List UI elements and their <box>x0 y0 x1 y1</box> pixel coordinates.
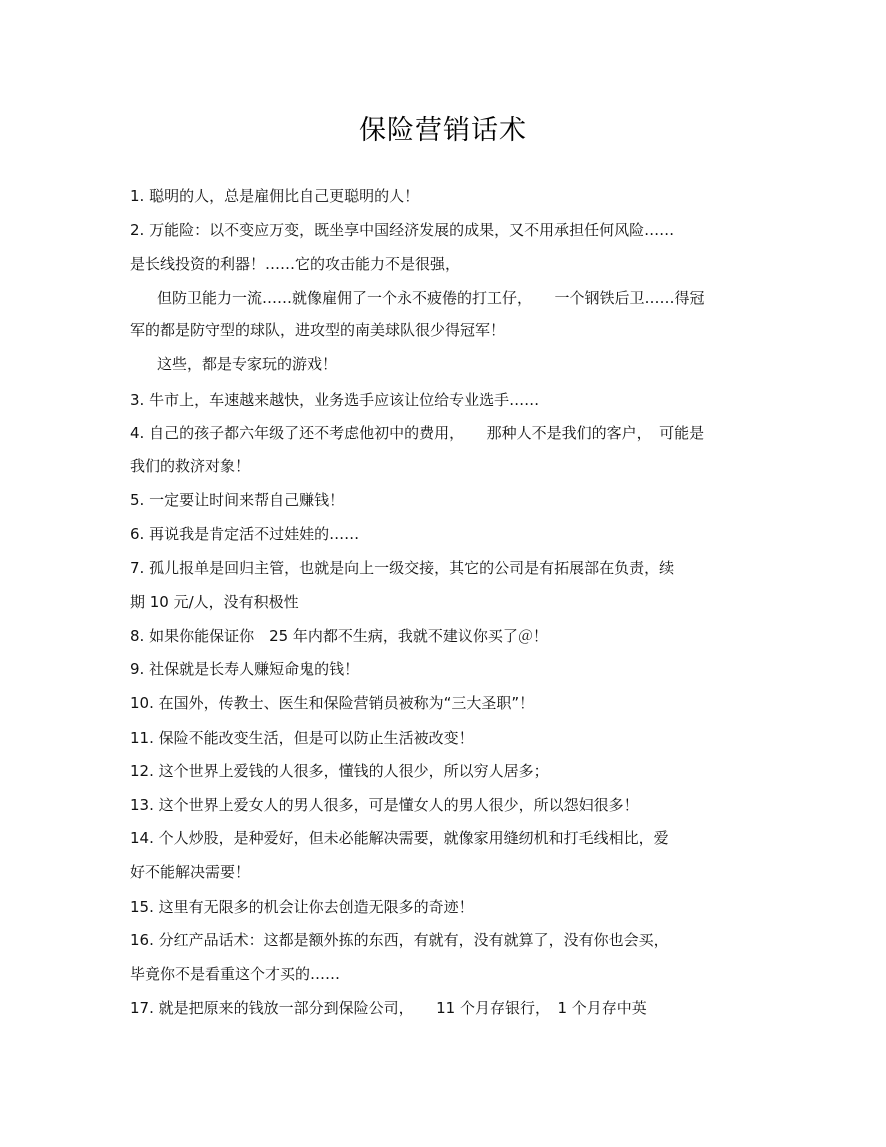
text-line: 17. 就是把原来的钱放一部分到保险公司， 11 个月存银行， 1 个月存中英 <box>130 999 647 1017</box>
text-line: 毕竟你不是看重这个才买的…… <box>130 965 341 983</box>
document-title: 保险营销话术 <box>359 115 527 146</box>
text-line: 14. 个人炒股，是种爱好，但未必能解决需要，就像家用缝纫机和打毛线相比，爱 <box>130 829 669 847</box>
text-line: 期 10 元/人，没有积极性 <box>130 593 299 611</box>
text-line: 12. 这个世界上爱钱的人很多，懂钱的人很少，所以穷人居多； <box>130 762 549 780</box>
text-line: 15. 这里有无限多的机会让你去创造无限多的奇迹！ <box>130 898 474 916</box>
text-line: 13. 这个世界上爱女人的男人很多，可是懂女人的男人很少，所以怨妇很多！ <box>130 796 639 814</box>
text-line: 但防卫能力一流……就像雇佣了一个永不疲倦的打工仔， 一个钢铁后卫……得冠 <box>157 289 705 307</box>
text-line: 4. 自己的孩子都六年级了还不考虑他初中的费用， 那种人不是我们的客户， 可能是 <box>130 424 705 442</box>
text-line: 3. 牛市上，车速越来越快，业务选手应该让位给专业选手…… <box>130 391 540 409</box>
text-line: 1. 聪明的人，总是雇佣比自己更聪明的人！ <box>130 187 420 205</box>
text-line: 8. 如果你能保证你 25 年内都不生病，我就不建议你买了＠！ <box>130 627 548 645</box>
text-line: 7. 孤儿报单是回归主管，也就是向上一级交接，其它的公司是有拓展部在负责，续 <box>130 559 675 577</box>
text-line: 这些，都是专家玩的游戏！ <box>157 355 338 373</box>
text-line: 10. 在国外，传教士、医生和保险营销员被称为“三大圣职”！ <box>130 694 535 712</box>
text-line: 6. 再说我是肯定活不过娃娃的…… <box>130 525 360 543</box>
text-line: 11. 保险不能改变生活，但是可以防止生活被改变！ <box>130 729 474 747</box>
text-line: 军的都是防守型的球队，进攻型的南美球队很少得冠军！ <box>130 321 506 339</box>
text-line: 5. 一定要让时间来帮自己赚钱！ <box>130 491 345 509</box>
text-line: 2. 万能险：以不变应万变，既坐享中国经济发展的成果，又不用承担任何风险…… <box>130 221 675 239</box>
text-line: 好不能解决需要！ <box>130 863 251 881</box>
text-line: 9. 社保就是长寿人赚短命鬼的钱！ <box>130 660 360 678</box>
text-line: 16. 分红产品话术：这都是额外拣的东西，有就有，没有就算了，没有你也会买， <box>130 931 669 949</box>
text-line: 是长线投资的利器！……它的攻击能力不是很强， <box>130 255 461 273</box>
text-line: 我们的救济对象！ <box>130 457 251 475</box>
